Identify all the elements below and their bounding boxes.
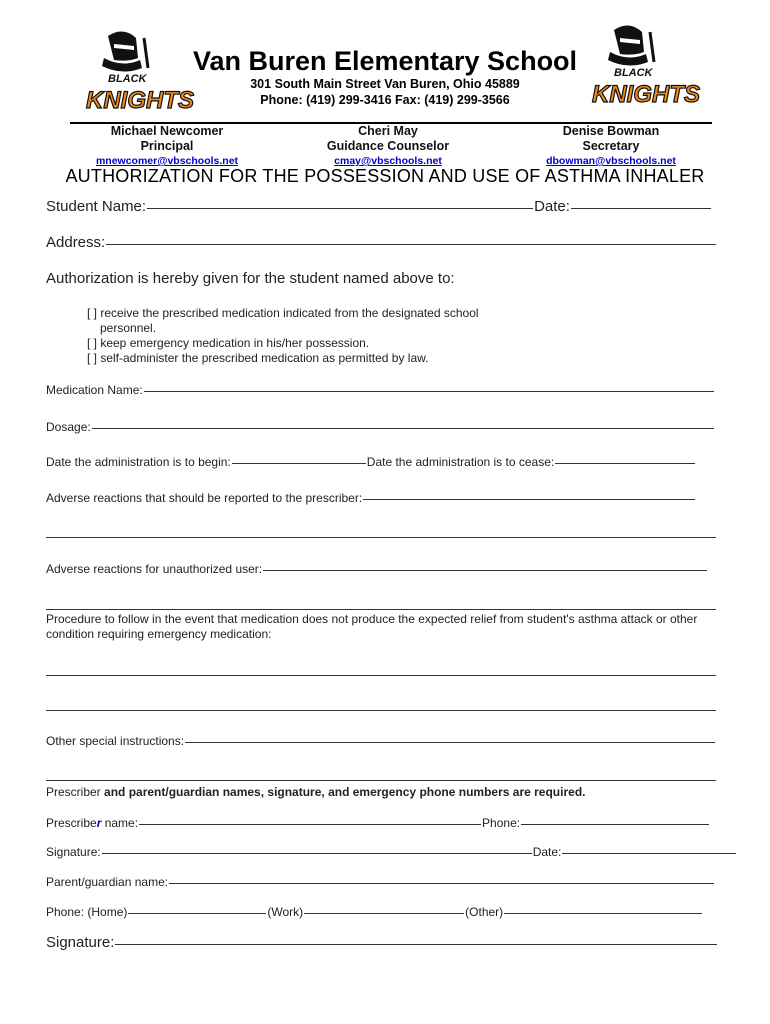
staff-email-link[interactable]: mnewcomer@vbschools.net [95, 155, 239, 167]
procedure-text: Procedure to follow in the event that medication does not produce the expected relief from student's asthma attack or other condition requiring emergency medication: [46, 612, 698, 641]
adverse-prescriber-row [46, 491, 696, 505]
date-label: Date: [534, 198, 570, 215]
phone-work-field[interactable] [304, 912, 464, 914]
staff-name: Michael Newcomer [110, 124, 224, 138]
administration-dates-row [46, 455, 696, 469]
prescriber-date-field[interactable] [562, 852, 736, 854]
prescriber-phone-label: Phone: [482, 816, 521, 830]
staff-title: Principal [140, 139, 194, 153]
svg-text:KNIGHTS: KNIGHTS [592, 81, 700, 108]
adverse-unauthorized-row [46, 562, 708, 576]
staff-name: Cheri May [358, 124, 418, 138]
student-name-label: Student Name: [46, 198, 147, 215]
dosage-row [46, 420, 715, 434]
staff-principal [62, 124, 272, 169]
adverse-unauthorized-field[interactable] [263, 569, 707, 571]
parent-signature-field[interactable] [115, 943, 717, 945]
parent-signature-label: Signature: [46, 934, 115, 951]
staff-email-link[interactable]: dbowman@vbschools.net [546, 155, 676, 167]
parent-name-row [46, 875, 715, 889]
prescriber-signature-label: Signature: [46, 845, 101, 859]
date-field[interactable] [571, 207, 711, 209]
dosage-label: Dosage: [46, 420, 91, 434]
medication-name-label: Medication Name: [46, 383, 143, 397]
svg-text:BLACK: BLACK [614, 67, 653, 79]
prescriber-date-label: Date: [532, 845, 562, 859]
svg-text:KNIGHTS: KNIGHTS [86, 87, 194, 114]
other-instructions-row [46, 734, 716, 748]
medication-name-field[interactable] [144, 390, 714, 392]
adverse-unauthorized-label: Adverse reactions for unauthorized user: [46, 562, 263, 576]
required-note [46, 785, 585, 799]
staff-title: Guidance Counselor [326, 139, 450, 153]
dosage-field[interactable] [92, 427, 714, 429]
student-name-field[interactable] [147, 207, 533, 209]
adverse-unauthorized-extra-line[interactable] [46, 609, 716, 610]
parent-name-field[interactable] [169, 882, 714, 884]
admin-begin-label: Date the administration is to begin: [46, 455, 231, 469]
student-name-row [46, 198, 712, 215]
procedure-line-1[interactable] [46, 675, 716, 676]
admin-cease-label: Date the administration is to cease: [366, 455, 555, 469]
authorization-text: Authorization is hereby given for the student named above to: [46, 270, 455, 287]
parent-name-label: Parent/guardian name: [46, 875, 169, 889]
prescriber-name-field[interactable] [139, 823, 481, 825]
other-instructions-label: Other special instructions: [46, 734, 185, 748]
prescriber-name-row [46, 816, 710, 830]
phone-other-label: (Other) [465, 905, 504, 919]
option-receive[interactable]: [ ] receive the prescribed medication indicated from the designated school [87, 306, 479, 320]
school-name: Van Buren Elementary School [192, 46, 578, 76]
staff-secretary [506, 124, 716, 169]
svg-text:BLACK: BLACK [108, 73, 147, 85]
authorization-options [87, 306, 479, 366]
phone-other-field[interactable] [504, 912, 702, 914]
prescriber-name-label [46, 816, 138, 830]
required-text: and parent/guardian names, signature, and emergency phone numbers are required. [100, 785, 586, 799]
prescriber-signature-row [46, 845, 737, 859]
prescriber-label-r: r [96, 816, 102, 830]
prescriber-signature-field[interactable] [102, 852, 532, 854]
admin-cease-field[interactable] [555, 462, 695, 464]
prescriber-label-name: name: [101, 816, 139, 830]
option-keep[interactable]: [ ] keep emergency medication in his/her possession. [87, 336, 370, 350]
adverse-prescriber-field[interactable] [363, 498, 695, 500]
phone-home-field[interactable] [128, 912, 266, 914]
staff-counselor [283, 124, 493, 169]
school-address: 301 South Main Street Van Buren, Ohio 45889 [250, 77, 520, 91]
other-instructions-extra-line[interactable] [46, 780, 716, 781]
phone-home-label: Phone: (Home) [46, 905, 128, 919]
adverse-prescriber-extra-line[interactable] [46, 537, 716, 538]
address-field[interactable] [106, 243, 716, 245]
school-phone-fax: Phone: (419) 299-3416 Fax: (419) 299-3566 [260, 93, 510, 107]
option-receive-cont: personnel. [100, 321, 157, 335]
other-instructions-field[interactable] [185, 741, 715, 743]
form-title: AUTHORIZATION FOR THE POSSESSION AND USE OF ASTHMA INHALER [65, 166, 705, 186]
required-prefix: Prescriber [46, 785, 101, 799]
parent-signature-row [46, 934, 718, 951]
phone-work-label: (Work) [267, 905, 304, 919]
adverse-prescriber-label: Adverse reactions that should be reported to the prescriber: [46, 491, 363, 505]
staff-title: Secretary [582, 139, 640, 153]
staff-email-link[interactable]: cmay@vbschools.net [334, 155, 442, 167]
prescriber-phone-field[interactable] [521, 823, 709, 825]
address-row [46, 234, 717, 251]
address-label: Address: [46, 234, 106, 251]
admin-begin-field[interactable] [232, 462, 366, 464]
parent-phones-row [46, 905, 703, 919]
prescriber-label-part: Prescribe [46, 816, 97, 830]
option-self-administer[interactable]: [ ] self-administer the prescribed medication as permitted by law. [87, 351, 429, 365]
procedure-line-2[interactable] [46, 710, 716, 711]
staff-name: Denise Bowman [562, 124, 660, 138]
medication-name-row [46, 383, 715, 397]
